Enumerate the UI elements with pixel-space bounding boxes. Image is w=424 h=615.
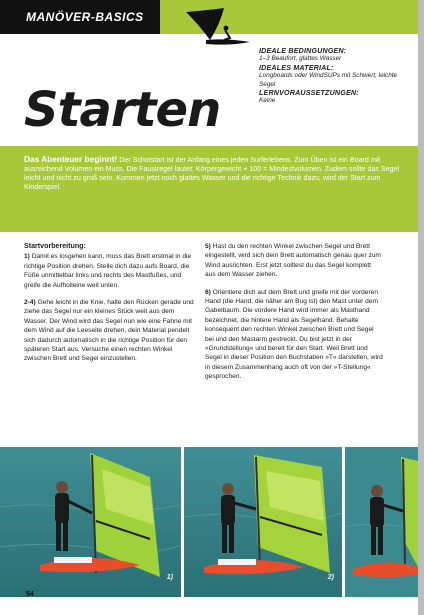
windsurf-photo-2-image [184,447,342,597]
intro-text [24,155,402,192]
left-column [24,242,199,372]
section-title: MANÖVER-BASICS [26,10,144,24]
step-number: 2-4) [24,299,36,307]
step-number: 5) [205,243,211,250]
step-text: Hast du den rechten Winkel zwischen Segel und Brett eingestellt, wird sich dein Brett automatisch genau quer zum Wind ausrichten. Erst jetzt solltest du das Segel komplett aus dem Wasser ziehen. [205,243,381,279]
intro-body: Der Schotstart ist der Anfang eines jeden Surferlebens. Zum Üben ist ein Board mit ausreichend Volumen ein Muss. Die Faustregel lautet: Körpergewicht + 100 = Mindestvolumen. Zudem sollte das Segel leicht und nicht zu groß sein. Kommen jetzt noch glattes Wasser und die richtige Technik dazu, wird der Start zum Kinderspiel. [24,156,399,191]
step-paragraph [24,252,199,290]
info-material-label: IDEALES MATERIAL: [259,63,334,72]
step-text: Damit es losgehen kann, muss das Brett erstmal in die richtige Position drehen. Stelle dich dazu aufs Board, die Füße unmittelbar links und rechts des Mastfußes, und greife die Aufholleine weit unten. [24,253,192,289]
windsurf-photo-3 [345,447,418,597]
right-column [205,242,383,390]
info-material-value: Longboards oder WindSUPs mit Schwert, leichte Segel [259,72,398,88]
windsurf-photo-3-image [345,447,418,597]
info-box [259,47,409,106]
info-conditions-value: 1–3 Beaufort, glattes Wasser [259,55,342,63]
info-prerequisites-label: LERNVORAUSSETZUNGEN: [259,89,359,98]
photo-caption: 1) [166,574,173,581]
windsurfer-logo [180,6,258,50]
step-text: Gehe leicht in die Knie, halte den Rücken gerade und ziehe das Segel nur ein kleines Stück weit aus dem Wasser. Der Wind wird das Segel nun wie eine Fahne mit dem Wind auf die Leeseite drehen, dein Material pendelt sich dadurch automatisch in die richtige Position für den späteren Start aus. Versuche einen rechten Winkel zwischen Brett und Segel einzustellen. [24,299,194,363]
windsurf-photo-2 [184,447,342,597]
step-paragraph [205,242,383,280]
info-prerequisites-value: Keine [259,97,276,105]
page-title: Starten [24,82,221,138]
step-number: 1) [24,253,30,261]
windsurf-photo-1 [0,447,181,597]
step-paragraph [24,298,199,364]
windsurf-photo-1-image [0,447,181,597]
step-number: 6) [205,288,211,296]
page-number: 54 [26,591,34,598]
intro-lead: Das Abenteuer beginnt! [24,154,118,164]
page-edge [418,0,424,615]
step-text: Orientiere dich auf dem Brett und greife mit der vorderen Hand (die Hand, die näher am Bug ist) den Mast unter dem Gabelbaum. Die vordere Hand wird immer als Masthand bezeichnet, die hintere Hand als Segelhand. Behalte konsequent den rechten Winkel zwischen Brett und Segel bei und den Mastarm gestreckt. Du bist jetzt in der »Grundstellung« und bereit für den Start. Weil Brett und Segel in dieser Position den Buchstaben »T« darstellen, wird in diesem Zusammenhang auch oft von der »T-Stellung« gesprochen. [205,288,383,381]
info-conditions-label: IDEALE BEDINGUNGEN: [259,47,347,55]
intro-box [0,146,418,232]
header-section-block [0,0,160,34]
photo-caption: 2) [327,574,334,581]
step-paragraph [205,288,383,382]
section-heading: Startvorbereitung: [24,242,86,250]
